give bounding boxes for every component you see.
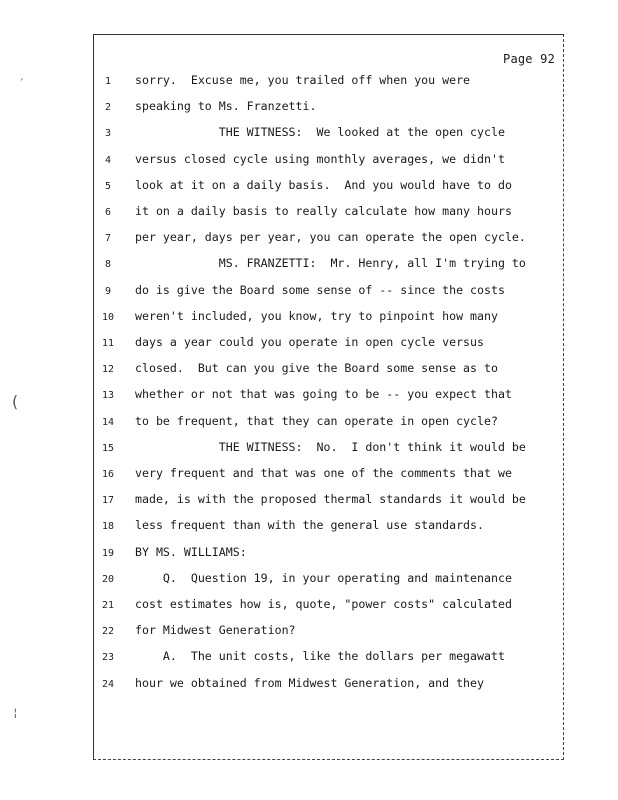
- transcript-line: [94, 518, 563, 538]
- transcript-line: [94, 283, 563, 303]
- line-text: per year, days per year, you can operate the open cycle.: [135, 230, 526, 245]
- transcript-line: [94, 597, 563, 617]
- line-text: weren't included, you know, try to pinpoint how many: [135, 308, 498, 323]
- line-text: very frequent and that was one of the comments that we: [135, 466, 512, 480]
- line-text: A. The unit costs, like the dollars per megawatt: [135, 649, 505, 664]
- line-number: 15: [101, 442, 115, 454]
- page-number: Page 92: [503, 52, 555, 66]
- line-number: 9: [104, 285, 112, 297]
- line-text: MS. FRANZETTI: Mr. Henry, all I'm trying to: [135, 256, 526, 271]
- line-number: 16: [101, 469, 115, 480]
- line-text: days a year could you operate in open cycle versus: [135, 335, 485, 349]
- transcript-line: [94, 335, 563, 355]
- transcript-line: [94, 676, 563, 696]
- line-text: sorry. Excuse me, you trailed off when you were: [135, 73, 471, 87]
- line-number: 21: [101, 600, 115, 611]
- transcript-line: [94, 414, 563, 434]
- line-number: 14: [101, 416, 115, 428]
- line-text: BY MS. WILLIAMS:: [135, 544, 247, 559]
- line-text: made, is with the proposed thermal standards it would be: [135, 492, 526, 507]
- margin-mark: ´: [18, 77, 25, 90]
- line-number: 18: [101, 521, 115, 533]
- transcript-line: [94, 152, 563, 172]
- transcript-line: [94, 178, 563, 198]
- line-number: 17: [101, 495, 115, 507]
- transcript-line: [94, 440, 563, 460]
- line-number: 24: [101, 678, 115, 690]
- line-text: to be frequent, that they can operate in open cycle?: [135, 413, 498, 428]
- line-text: THE WITNESS: We looked at the open cycle: [135, 125, 505, 140]
- line-text: closed. But can you give the Board some sense as to: [135, 361, 498, 376]
- line-number: 11: [101, 338, 115, 349]
- line-number: 13: [101, 390, 115, 402]
- line-number: 3: [104, 128, 112, 140]
- line-text: less frequent than with the general use standards.: [135, 518, 485, 533]
- line-text: hour we obtained from Midwest Generation, and they: [135, 675, 485, 690]
- line-number: 1: [104, 76, 112, 87]
- line-text: it on a daily basis to really calculate how many hours: [135, 204, 512, 218]
- line-text: look at it on a daily basis. And you would have to do: [135, 177, 512, 192]
- transcript-line: [94, 649, 563, 669]
- transcript-line: [94, 99, 563, 119]
- transcript-line: [94, 73, 563, 93]
- line-text: THE WITNESS: No. I don't think it would be: [135, 439, 526, 454]
- line-text: whether or not that was going to be -- you expect that: [135, 387, 512, 402]
- margin-mark: ¦: [12, 706, 19, 719]
- line-number: 4: [104, 154, 112, 166]
- line-text: Q. Question 19, in your operating and maintenance: [135, 570, 512, 585]
- line-text: do is give the Board some sense of -- since the costs: [135, 282, 505, 297]
- line-text: for Midwest Generation?: [135, 623, 296, 638]
- transcript-line: [94, 256, 563, 276]
- transcript-line: [94, 545, 563, 565]
- transcript-line: [94, 466, 563, 486]
- transcript-line: [94, 387, 563, 407]
- line-number: 23: [101, 652, 115, 664]
- transcript-line: [94, 204, 563, 224]
- line-number: 5: [104, 180, 112, 192]
- transcript-line: [94, 361, 563, 381]
- line-number: 7: [104, 233, 112, 245]
- transcript-line: [94, 230, 563, 250]
- line-text: cost estimates how is, quote, "power costs" calculated: [135, 597, 512, 611]
- transcript-line: [94, 309, 563, 329]
- transcript-page: [93, 34, 564, 760]
- transcript-line: [94, 623, 563, 643]
- line-number: 6: [104, 207, 112, 218]
- line-number: 10: [101, 311, 115, 323]
- line-number: 19: [101, 547, 115, 559]
- line-number: 2: [104, 102, 112, 114]
- line-number: 20: [101, 573, 115, 585]
- line-text: speaking to Ms. Franzetti.: [135, 99, 317, 114]
- transcript-line: [94, 492, 563, 512]
- transcript-line: [94, 125, 563, 145]
- line-number: 8: [104, 259, 112, 271]
- transcript-line: [94, 571, 563, 591]
- line-number: 12: [101, 364, 115, 376]
- margin-mark: (: [10, 392, 20, 411]
- line-number: 22: [101, 626, 115, 638]
- line-text: versus closed cycle using monthly averages, we didn't: [135, 151, 505, 166]
